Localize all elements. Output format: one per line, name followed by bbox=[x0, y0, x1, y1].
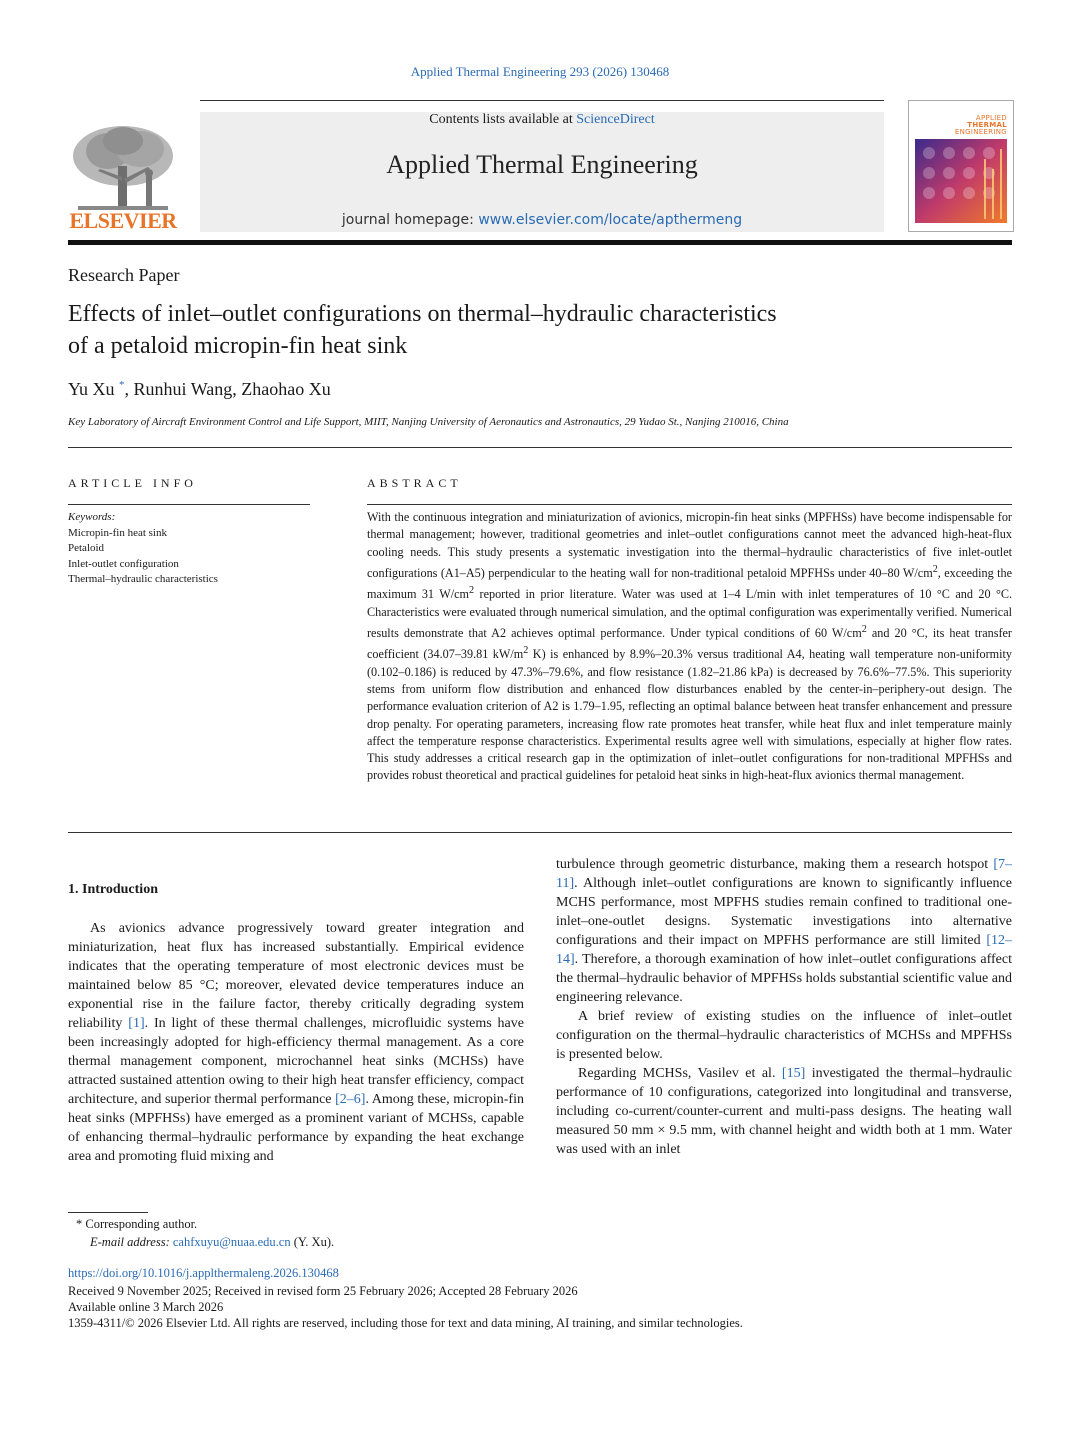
cover-artwork bbox=[915, 139, 1007, 223]
copyright-notice: 1359-4311/© 2026 Elsevier Ltd. All rights are reserved, including those for text and data mining, AI training, and similar technologies. bbox=[68, 1316, 743, 1330]
journal-cover-thumbnail[interactable] bbox=[908, 100, 1014, 232]
homepage-link[interactable]: www.elsevier.com/locate/apthermeng bbox=[478, 212, 743, 228]
body-paragraph: Regarding MCHSs, Vasilev et al. [15] investigated the thermal–hydraulic performance of 10 configurations, categorized into longitudinal and transverse, including co-current/counter-current and multi-pass designs. The heating wall measured 50 mm × 9.5 mm, with channel height and width both at 1 mm. Water was used with an inlet bbox=[556, 1066, 1012, 1157]
citation-link[interactable]: [1] bbox=[128, 1016, 145, 1031]
abstract-heading: ABSTRACT bbox=[367, 476, 462, 490]
keyword-item: Micropin-fin heat sink bbox=[68, 526, 167, 539]
article-type: Research Paper bbox=[68, 265, 180, 285]
author-list bbox=[68, 379, 331, 400]
header-bottom-rule bbox=[68, 240, 1012, 245]
citation-link[interactable]: [15] bbox=[781, 1066, 806, 1081]
section-rule bbox=[68, 447, 1012, 448]
header-top-rule bbox=[200, 100, 884, 101]
sciencedirect-link[interactable]: ScienceDirect bbox=[576, 112, 655, 127]
homepage-prefix: journal homepage: bbox=[341, 212, 474, 228]
contents-line bbox=[200, 112, 884, 128]
received-dates: Received 9 November 2025; Received in revised form 25 February 2026; Accepted 28 February 2026 bbox=[68, 1284, 578, 1298]
elsevier-wordmark: ELSEVIER bbox=[69, 208, 177, 233]
corresponding-author-note: * Corresponding author. bbox=[76, 1217, 198, 1231]
footnote-rule bbox=[68, 1212, 148, 1213]
article-title bbox=[68, 298, 968, 362]
body-column-right bbox=[556, 855, 1012, 1159]
email-suffix: (Y. Xu). bbox=[290, 1235, 335, 1249]
keyword-item: Thermal–hydraulic characteristics bbox=[68, 573, 218, 585]
keyword-item: Petaloid bbox=[68, 542, 105, 554]
citation-link[interactable]: [2–6] bbox=[335, 1092, 366, 1107]
citation-link[interactable]: [7–11] bbox=[556, 857, 1012, 891]
other-authors: , Runhui Wang, Zhaohao Xu bbox=[124, 379, 331, 399]
doi-link[interactable]: https://doi.org/10.1016/j.applthermaleng.2026.130468 bbox=[68, 1266, 339, 1280]
keyword-item: Inlet-outlet configuration bbox=[68, 557, 179, 570]
title-line-1: Effects of inlet–outlet configurations on thermal–hydraulic characteristics bbox=[68, 301, 777, 327]
journal-citation[interactable]: Applied Thermal Engineering 293 (2026) 130468 bbox=[410, 64, 670, 79]
abstract-rule bbox=[367, 504, 1012, 505]
body-column-left bbox=[68, 919, 524, 1166]
author-name[interactable]: Yu Xu bbox=[68, 379, 115, 399]
abstract-bottom-rule bbox=[68, 832, 1012, 833]
email-link[interactable]: cahfxuyu@nuaa.edu.cn bbox=[172, 1235, 291, 1249]
journal-homepage bbox=[200, 212, 884, 228]
journal-title: Applied Thermal Engineering bbox=[386, 150, 698, 179]
abstract-text: With the continuous integration and miniaturization of avionics, micropin-fin heat sinks (MPFHSs) have become indispensable for thermal management; however, traditional geometries and inlet–outlet configurations cannot meet the advanced high-heat-flux cooling needs. This study presents a systematic investigation into the thermal–hydraulic characteristics of five inlet-outlet configurations (A1–A5) perpendicular to the heating wall for non-traditional petaloid MPFHSs under 40–80 $W/cm^2$, exceeding the maximum 31 $W/cm^2$ reported in prior literature. Water was used at 1–4 L/min with inlet temperatures of 10 °C and 20 °C. Characteristics were evaluated through numerical simulation, and the optimal configuration was experimentally verified. Numerical results demonstrate that A2 achieves optimal performance. Under typical conditions of 60 $W/cm^2$ and 20 °C, its heat transfer coefficient (34.07–39.81 $kW/m^2$ K) is enhanced by 8.9%–20.3% versus traditional A4, heating wall temperature non-uniformity (0.102–0.186) is reduced by 47.3%–79.6%, and flow resistance (1.82–21.86 kPa) is decreased by 76.6%–77.5%. This superiority stems from uniform flow distribution and enhanced flow disturbances enabled by the center-in–periphery-out design. The performance evaluation criterion of A2 is 1.79–1.95, reflecting an optimal balance between heat transfer enhancement and pressure drop penalty. For operating parameters, increasing flow rate promotes heat transfer, while heat flux and inlet temperature mainly affect the temperature response characteristics. Experimental results agree well with simulations, especially at higher flow rates. This study addresses a critical research gap in the optimization of inlet–outlet configurations for non-traditional MPFHSs and provides robust theoretical and practical guidelines for petaloid heat sinks in high-heat-flux avionics thermal management. bbox=[367, 510, 1013, 783]
body-paragraph: turbulence through geometric disturbance, making them a research hotspot [7–11]. Although inlet–outlet configurations are known to significantly influence MCHS performance, most MPFHS studies remain confined to traditional one-inlet–one-outlet designs. Systematic investigations into alternative configurations and their impact on MPFHS performance are still limited [12–14]. Therefore, a thorough examination of how inlet–outlet configurations affect the thermal–hydraulic behavior of MPFHSs holds substantial scientific value and engineering relevance. bbox=[556, 857, 1012, 1005]
email-label: E-mail address: bbox=[90, 1235, 170, 1249]
corresponding-author-mark[interactable]: * bbox=[119, 379, 125, 391]
body-paragraph: A brief review of existing studies on the influence of inlet–outlet configuration on the thermal–hydraulic characteristics of MCHSs and MPFHSs is presented below. bbox=[556, 1009, 1012, 1062]
affiliation: Key Laboratory of Aircraft Environment Control and Life Support, MIIT, Nanjing University of Aeronautics and Astronautics, 29 Yudao St., Nanjing 210016, China bbox=[68, 416, 789, 428]
citation-link[interactable]: [12–14] bbox=[556, 933, 1012, 967]
title-line-2: of a petaloid micropin-fin heat sink bbox=[68, 333, 408, 359]
section-heading-introduction: 1. Introduction bbox=[68, 882, 158, 897]
email-note bbox=[90, 1235, 334, 1250]
article-info-heading: ARTICLE INFO bbox=[68, 476, 197, 490]
cover-title: APPLIED THERMAL ENGINEERING bbox=[954, 114, 1007, 136]
article-info-rule bbox=[68, 504, 310, 505]
publication-history bbox=[68, 1283, 743, 1331]
body-paragraph: As avionics advance progressively toward greater integration and miniaturization, heat flux has increased substantially. Empirical evidence indicates that the operating temperature of most electronic devices must be maintained below 85 °C; moreover, elevated device temperatures induce an exponential rise in the failure factor, thereby critically degrading system reliability [1]. In light of these thermal challenges, microfluidic systems have been increasingly adopted for high-efficiency thermal management. As a core thermal management component, microchannel heat sinks (MCHSs) have attracted sustained attention owing to their high heat transfer efficiency, compact architecture, and superior thermal performance [2–6]. Among these, micropin-fin heat sinks (MPFHSs) have emerged as a prominent variant of MCHSs, capable of enhancing thermal–hydraulic performance by expanding the heat exchange area and promoting fluid mixing and bbox=[68, 921, 524, 1164]
keywords-heading: Keywords: bbox=[68, 511, 116, 523]
keywords-list bbox=[68, 510, 308, 588]
available-online: Available online 3 March 2026 bbox=[68, 1300, 224, 1314]
contents-prefix: Contents lists available at bbox=[429, 112, 573, 127]
